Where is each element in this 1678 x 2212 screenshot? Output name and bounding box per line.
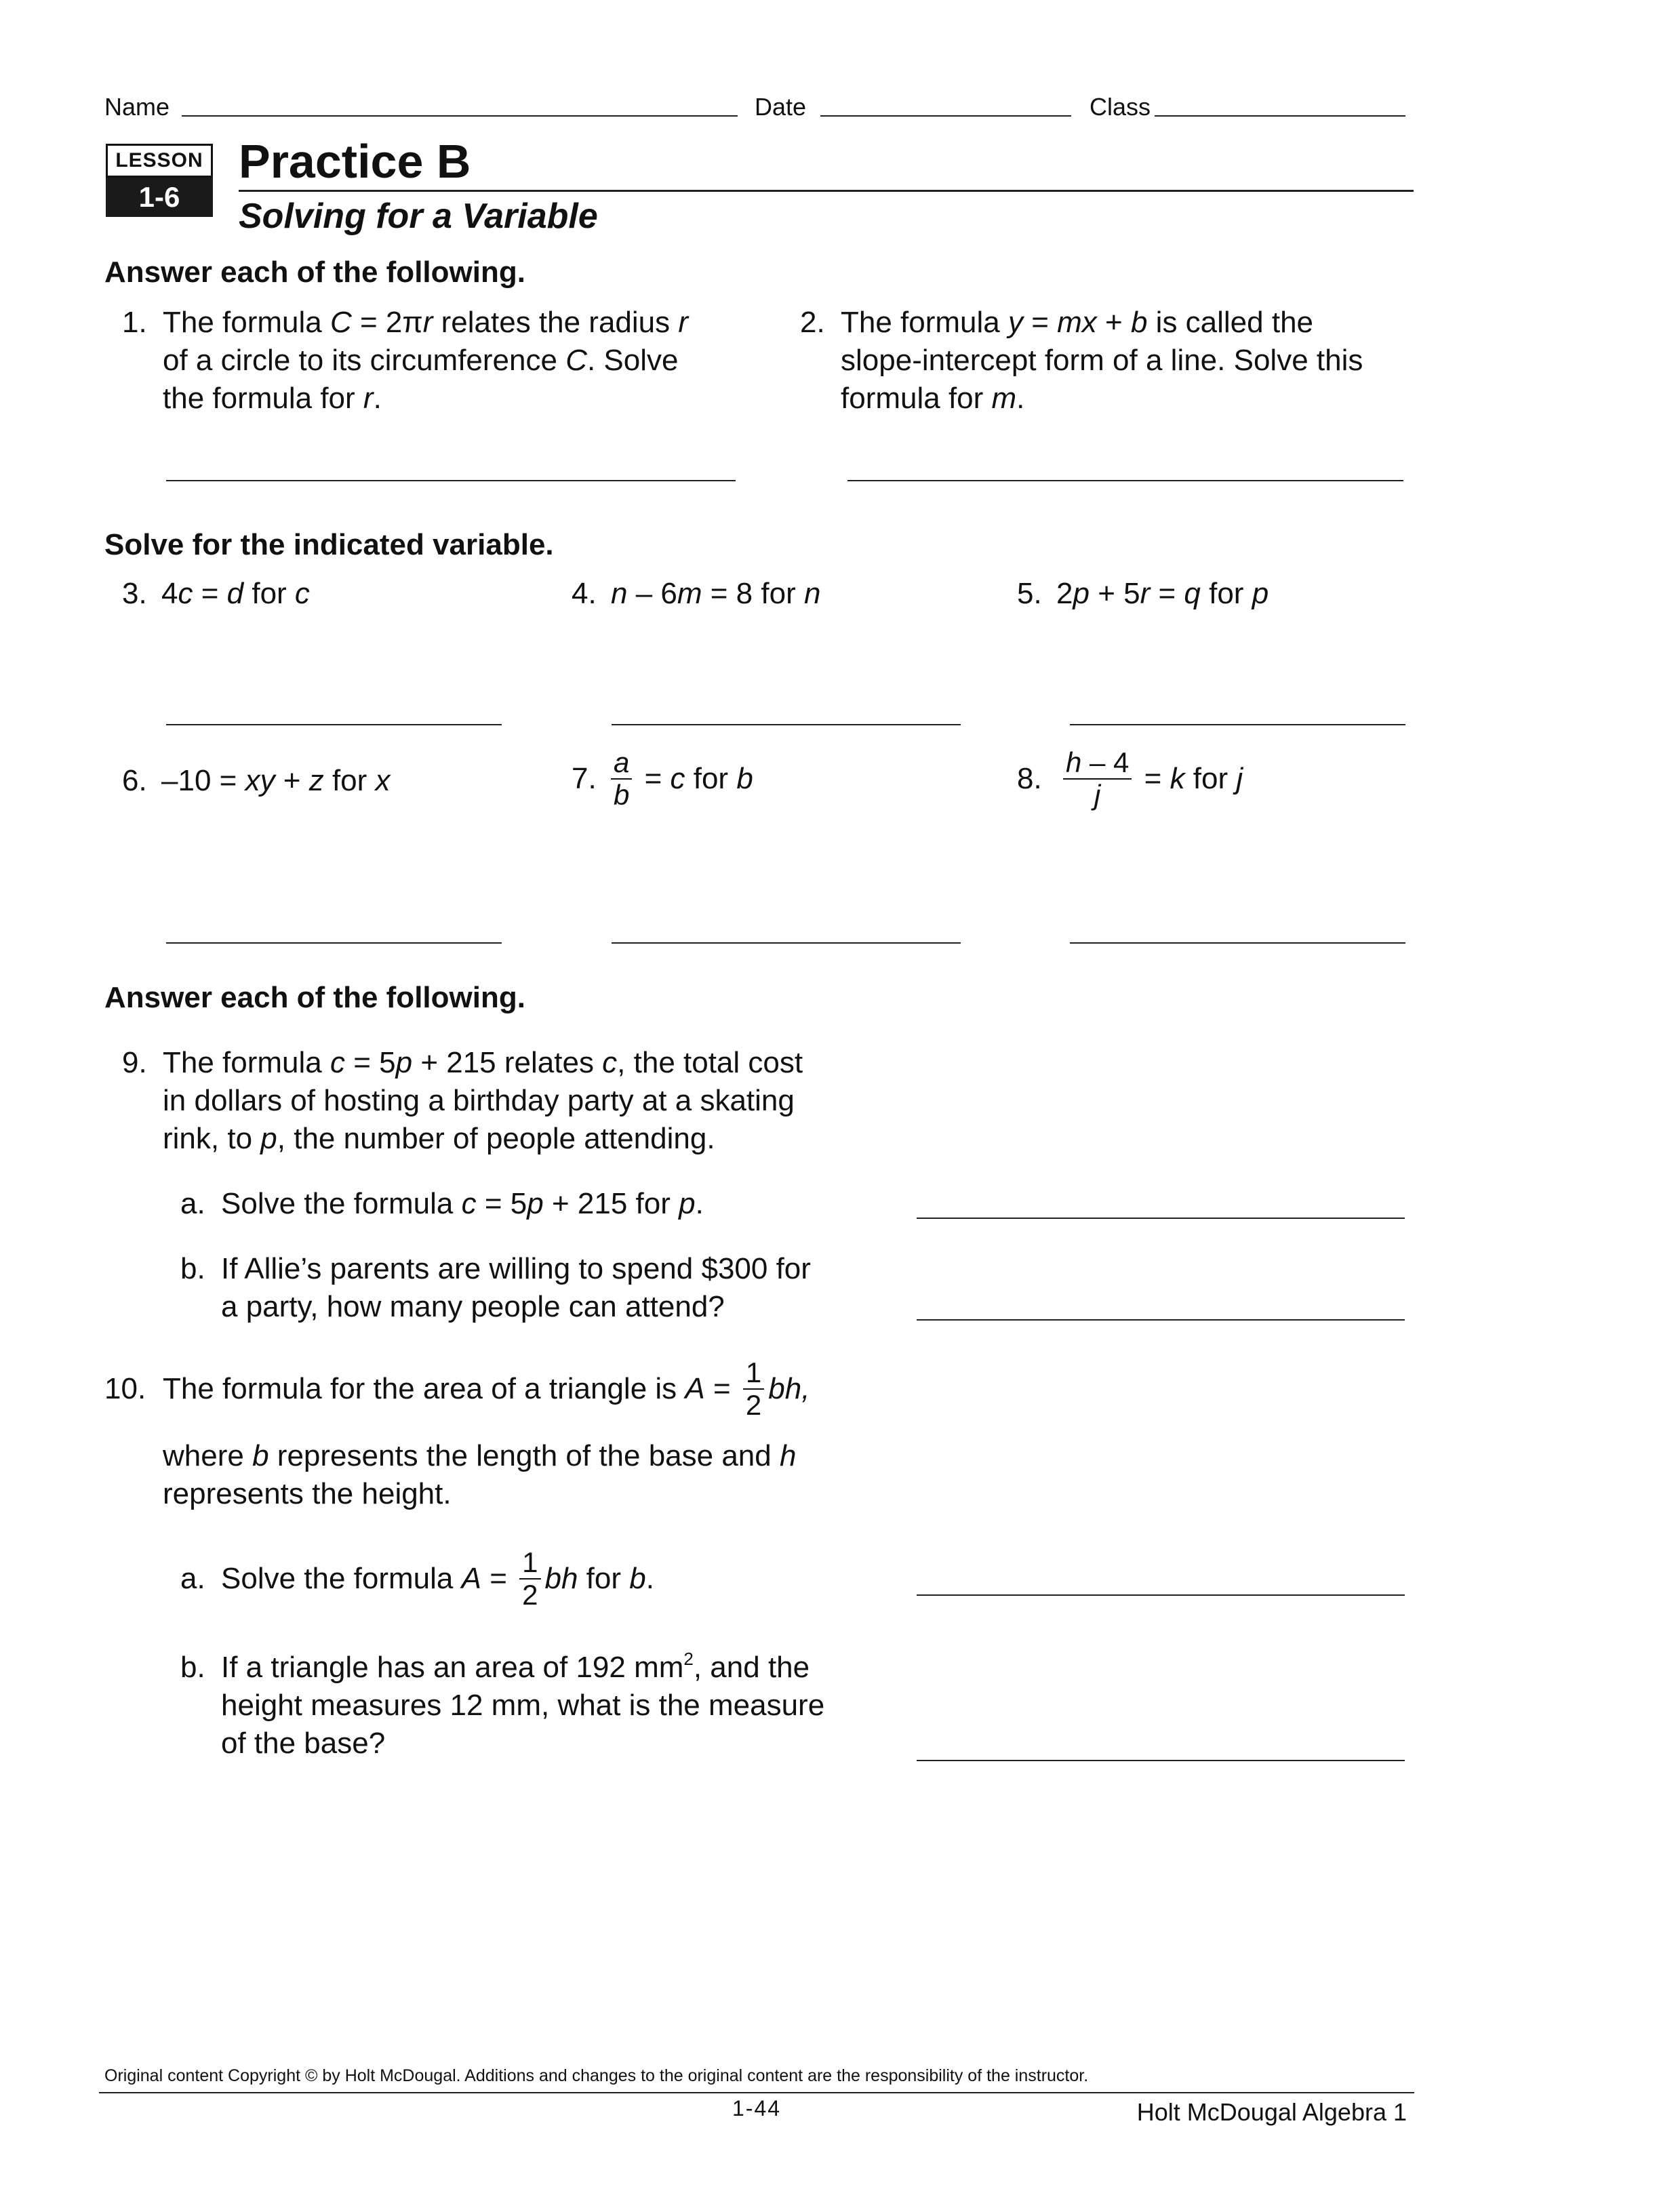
q2-text: =	[1022, 306, 1058, 339]
answer-line-7[interactable]	[612, 942, 961, 944]
question-4	[572, 575, 820, 613]
q10b-text: , and the	[693, 1651, 810, 1684]
q3-var: c	[294, 577, 310, 610]
q3-text: for	[243, 577, 295, 610]
q7-text: for	[685, 762, 737, 795]
answer-line-5[interactable]	[1070, 724, 1405, 725]
q6-text: +	[275, 764, 309, 797]
q10-frac-numerator: 1	[743, 1357, 764, 1390]
q10-var: b	[252, 1439, 269, 1472]
question-10-cont	[163, 1437, 796, 1513]
q7-number: 7.	[572, 762, 597, 795]
q10a-var: A	[461, 1562, 481, 1595]
question-7	[572, 747, 753, 811]
q8-fraction	[1063, 747, 1132, 811]
question-10	[104, 1357, 810, 1421]
q10b-superscript: 2	[683, 1649, 694, 1669]
q10a-text: .	[645, 1562, 654, 1595]
date-field[interactable]	[820, 115, 1071, 117]
q10a-text: =	[481, 1562, 516, 1595]
question-8	[1017, 747, 1243, 811]
q2-text: is called the	[1147, 306, 1314, 339]
page-number: 1-44	[732, 2096, 782, 2120]
q5-text: + 5	[1089, 577, 1140, 610]
question-9b	[180, 1250, 811, 1326]
lesson-label: LESSON	[106, 144, 213, 178]
q1-number: 1.	[122, 306, 147, 339]
q7-denominator: b	[614, 779, 630, 811]
q10-text: =	[704, 1372, 739, 1405]
q5-text: 2	[1056, 577, 1073, 610]
q3-text: =	[193, 577, 227, 610]
q9-text: in dollars of hosting a birthday party at a skating	[163, 1084, 795, 1117]
q5-var: p	[1252, 577, 1269, 610]
class-field[interactable]	[1155, 115, 1405, 117]
q9-number: 9.	[122, 1046, 147, 1079]
q9-text: + 215 relates	[412, 1046, 603, 1079]
q4-var: m	[677, 577, 702, 610]
q3-var: c	[178, 577, 193, 610]
q10-fraction	[743, 1357, 764, 1421]
q4-number: 4.	[572, 577, 597, 610]
q2-text: formula for	[841, 382, 992, 415]
q1-text: = 2π	[351, 306, 423, 339]
q5-number: 5.	[1017, 577, 1042, 610]
date-label: Date	[755, 93, 807, 121]
answer-line-10a[interactable]	[917, 1594, 1405, 1596]
q9-var: c	[602, 1046, 618, 1079]
q1-var: C	[329, 306, 352, 339]
q10-text: where	[163, 1439, 253, 1472]
q10a-text: Solve the formula	[221, 1562, 462, 1595]
q9a-var: p	[679, 1187, 696, 1220]
q4-var: n	[611, 577, 628, 610]
question-9a	[180, 1185, 704, 1223]
q1-var: C	[565, 344, 587, 377]
q7-var: b	[736, 762, 753, 795]
q6-number: 6.	[122, 764, 147, 797]
q10b-text: If a triangle has an area of 192 mm	[221, 1651, 684, 1684]
q8-text: =	[1136, 762, 1170, 795]
q8-numerator	[1063, 747, 1132, 780]
q9a-text: .	[695, 1187, 704, 1220]
q9a-label: a.	[180, 1187, 205, 1220]
q1-text: the formula for	[163, 382, 363, 415]
answer-line-9b[interactable]	[917, 1319, 1405, 1321]
q1-text: The formula	[163, 306, 330, 339]
q9a-text: + 215 for	[543, 1187, 679, 1220]
q2-text: The formula	[841, 306, 1008, 339]
answer-line-1[interactable]	[166, 480, 736, 481]
q1-var: r	[678, 306, 689, 339]
q4-text: = 8 for	[702, 577, 804, 610]
name-label: Name	[104, 93, 170, 121]
question-5	[1017, 575, 1269, 613]
q6-text: for	[323, 764, 376, 797]
q10-var: h	[779, 1439, 797, 1472]
q1-text: relates the radius	[433, 306, 679, 339]
q2-text: .	[1016, 382, 1025, 415]
answer-line-6[interactable]	[166, 942, 502, 944]
q10b-text: height measures 12 mm, what is the measure	[221, 1689, 825, 1722]
q1-text: . Solve	[586, 344, 679, 377]
question-3	[122, 575, 310, 613]
q4-text: – 6	[627, 577, 677, 610]
q10a-var: b	[629, 1562, 646, 1595]
q9-text: rink, to	[163, 1122, 261, 1155]
q10-frac-denominator: 2	[745, 1389, 762, 1421]
answer-line-3[interactable]	[166, 724, 502, 725]
q8-numerator-rest: – 4	[1081, 746, 1130, 778]
q6-var: xy	[245, 764, 275, 797]
q10-text: The formula for the area of a triangle is	[163, 1372, 685, 1405]
q9-var: c	[329, 1046, 345, 1079]
q10-var: bh,	[768, 1372, 810, 1405]
question-6	[122, 762, 391, 800]
q2-var: mx	[1057, 306, 1097, 339]
q10a-frac-numerator: 1	[519, 1547, 540, 1580]
q2-var: m	[991, 382, 1017, 415]
section-heading-1: Answer each of the following.	[104, 256, 525, 289]
q2-text: +	[1096, 306, 1131, 339]
q8-text: for	[1184, 762, 1237, 795]
q9a-var: c	[461, 1187, 477, 1220]
q3-text: 4	[161, 577, 178, 610]
q10-text: represents the height.	[163, 1477, 452, 1510]
q1-var: r	[363, 382, 374, 415]
answer-line-8[interactable]	[1070, 942, 1405, 944]
q7-text: =	[636, 762, 671, 795]
q9a-text: = 5	[476, 1187, 527, 1220]
q10a-var: bh	[544, 1562, 578, 1595]
section-heading-2: Solve for the indicated variable.	[104, 528, 554, 561]
q10a-text: for	[578, 1562, 630, 1595]
q9-text: , the number of people attending.	[277, 1122, 715, 1155]
q10-text: represents the length of the base and	[268, 1439, 780, 1472]
name-field[interactable]	[182, 115, 738, 117]
q9-var: p	[395, 1046, 413, 1079]
q9-text: , the total cost	[617, 1046, 803, 1079]
answer-line-9a[interactable]	[917, 1218, 1405, 1219]
class-label: Class	[1090, 93, 1151, 121]
q5-var: r	[1140, 577, 1151, 610]
q10-number: 10.	[104, 1372, 146, 1405]
page-subtitle: Solving for a Variable	[239, 197, 598, 236]
q9-var: p	[260, 1122, 277, 1155]
answer-line-4[interactable]	[612, 724, 961, 725]
q4-var: n	[803, 577, 821, 610]
q5-text: =	[1150, 577, 1184, 610]
q10b-label: b.	[180, 1651, 205, 1684]
question-1	[122, 304, 688, 418]
lesson-number: 1-6	[106, 178, 213, 217]
q3-number: 3.	[122, 577, 147, 610]
q1-text: .	[373, 382, 382, 415]
q6-var: x	[375, 764, 391, 797]
title-rule	[239, 190, 1414, 192]
q2-number: 2.	[800, 306, 825, 339]
q6-var: z	[308, 764, 324, 797]
page-title: Practice B	[239, 135, 471, 188]
section-heading-3: Answer each of the following.	[104, 981, 525, 1014]
q9b-text: a party, how many people can attend?	[221, 1290, 725, 1323]
question-10a	[180, 1547, 654, 1611]
question-9	[122, 1044, 803, 1158]
q8-var: j	[1236, 762, 1243, 795]
q9-text: The formula	[163, 1046, 330, 1079]
q9a-var: p	[527, 1187, 544, 1220]
q6-text: –10 =	[161, 764, 245, 797]
footer-rule	[99, 2092, 1414, 2093]
lesson-badge	[106, 144, 213, 217]
book-title: Holt McDougal Algebra 1	[1136, 2098, 1407, 2126]
answer-line-10b[interactable]	[917, 1760, 1405, 1761]
question-10b	[180, 1649, 824, 1763]
q8-var: k	[1170, 762, 1185, 795]
q2-text: slope-intercept form of a line. Solve this	[841, 344, 1363, 377]
q10a-frac-denominator: 2	[522, 1579, 538, 1611]
q10a-fraction	[519, 1547, 540, 1611]
q2-var: y	[1007, 306, 1023, 339]
q5-var: p	[1073, 577, 1090, 610]
q8-numerator-var: h	[1066, 746, 1082, 778]
answer-line-2[interactable]	[847, 480, 1403, 481]
copyright-notice: Original content Copyright © by Holt McDougal. Additions and changes to the original content are the responsibility of the instructor.	[104, 2066, 1089, 2085]
q10a-label: a.	[180, 1562, 205, 1595]
q10b-text: of the base?	[221, 1727, 386, 1760]
q7-numerator: a	[611, 747, 632, 780]
q9-text: = 5	[344, 1046, 396, 1079]
q9a-text: Solve the formula	[221, 1187, 462, 1220]
q9b-text: If Allie’s parents are willing to spend $300 for	[221, 1252, 811, 1285]
q5-text: for	[1200, 577, 1252, 610]
q7-fraction	[611, 747, 632, 811]
q7-var: c	[670, 762, 685, 795]
q2-var: b	[1130, 306, 1148, 339]
q1-var: r	[422, 306, 433, 339]
q8-denominator: j	[1094, 779, 1101, 811]
question-2	[800, 304, 1363, 418]
q3-var: d	[226, 577, 244, 610]
q9b-label: b.	[180, 1252, 205, 1285]
q5-var: q	[1184, 577, 1201, 610]
q10-var: A	[685, 1372, 705, 1405]
q1-text: of a circle to its circumference	[163, 344, 566, 377]
q8-number: 8.	[1017, 762, 1042, 795]
